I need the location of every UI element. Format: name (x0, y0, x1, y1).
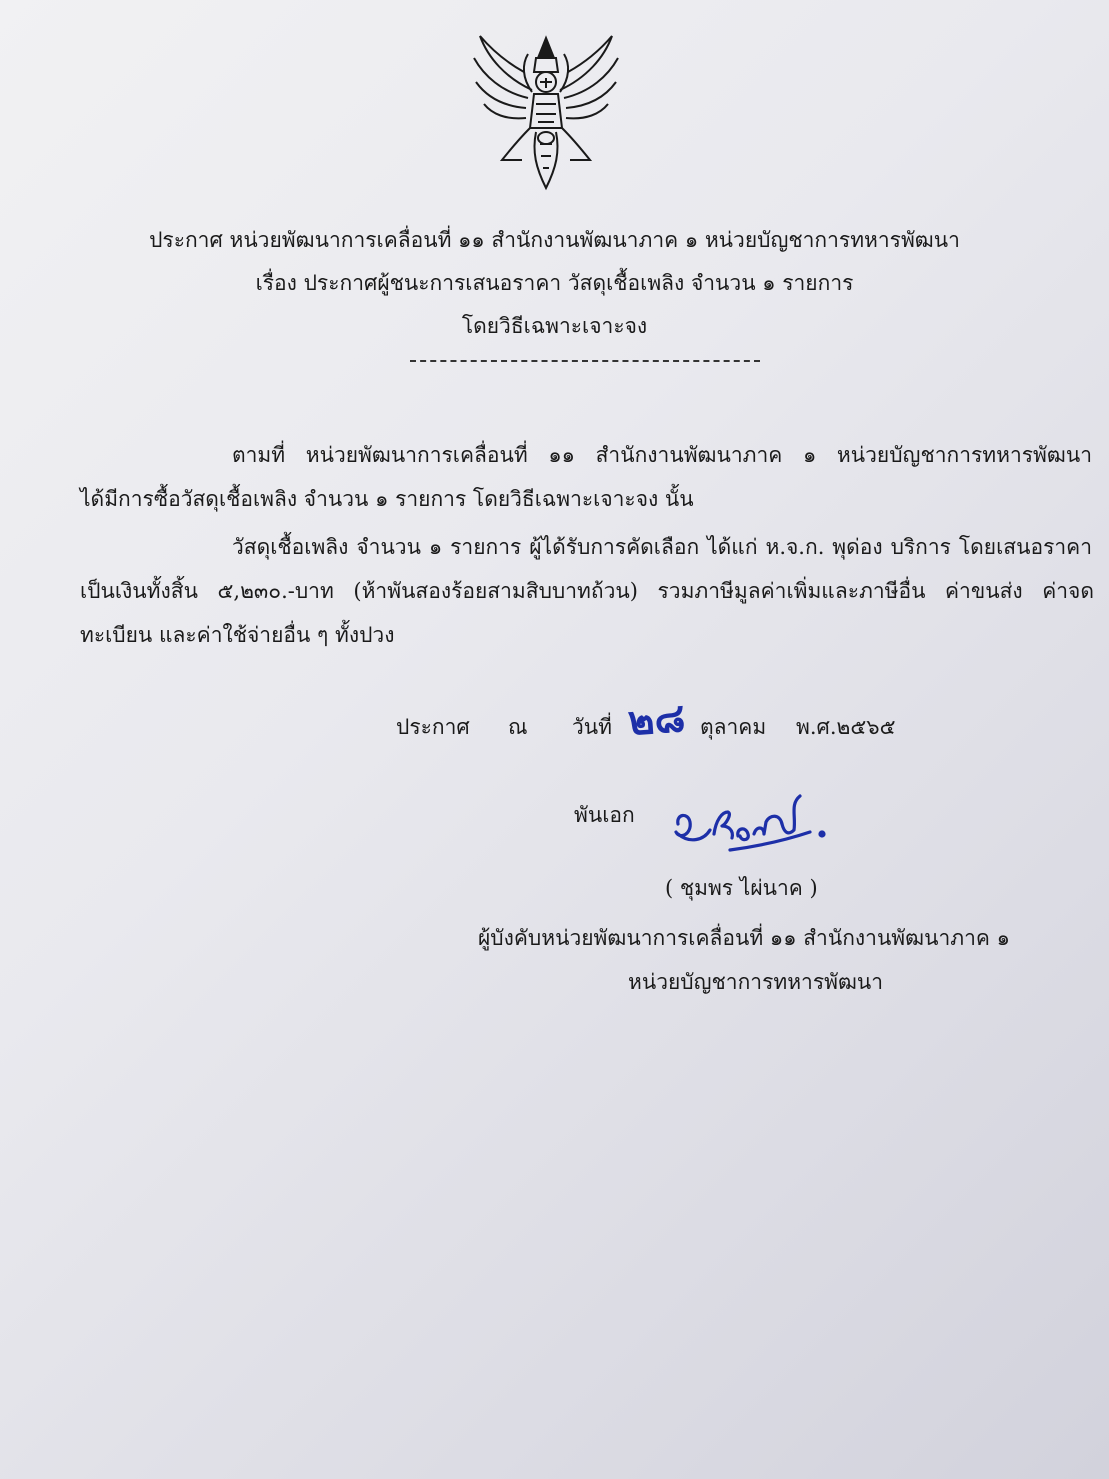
at-label: ณ (508, 715, 528, 739)
header-line-1: ประกาศ หน่วยพัฒนาการเคลื่อนที่ ๑๑ สำนักงานพัฒนาภาค ๑ หน่วยบัญชาการทหารพัฒนา (149, 228, 960, 252)
header-line-2: เรื่อง ประกาศผู้ชนะการเสนอราคา วัสดุเชื้อเพลิง จำนวน ๑ รายการ (255, 271, 854, 295)
para2-line-3: ทะเบียน และค่าใช้จ่ายอื่น ๆ ทั้งปวง (80, 623, 395, 647)
header-divider (410, 360, 760, 362)
signature-image (670, 790, 840, 860)
garuda-emblem-icon (466, 28, 626, 196)
rank-label: พันเอก (574, 803, 635, 827)
para1-line-1: ตามที่ หน่วยพัฒนาการเคลื่อนที่ ๑๑ สำนักงานพัฒนาภาค ๑ หน่วยบัญชาการทหารพัฒนา (232, 443, 1092, 467)
para1-line-2: ได้มีการซื้อวัสดุเชื้อเพลิง จำนวน ๑ รายการ โดยวิธีเฉพาะเจาะจง นั้น (80, 487, 694, 511)
announced-label: ประกาศ (396, 715, 470, 739)
day-label: วันที่ (572, 715, 612, 739)
year-label: พ.ศ.๒๕๖๕ (796, 715, 896, 739)
signatory-position-line-2: หน่วยบัญชาการทหารพัฒนา (628, 970, 884, 994)
month-label: ตุลาคม (700, 715, 767, 739)
signatory-position-line-1: ผู้บังคับหน่วยพัฒนาการเคลื่อนที่ ๑๑ สำนักงานพัฒนาภาค ๑ (478, 926, 1010, 950)
para2-line-1: วัสดุเชื้อเพลิง จำนวน ๑ รายการ ผู้ได้รับการคัดเลือก ได้แก่ ห.จ.ก. พุด่อง บริการ โดยเสนอราคา (232, 535, 1092, 559)
header-line-3: โดยวิธีเฉพาะเจาะจง (461, 314, 648, 338)
para2-line-2: เป็นเงินทั้งสิ้น ๕,๒๓๐.-บาท (ห้าพันสองร้อยสามสิบบาทถ้วน) รวมภาษีมูลค่าเพิ่มและภาษีอื่น ค่าขนส่ง ค่าจด (80, 579, 1094, 603)
signatory-name: ( ชุมพร ไผ่นาค ) (665, 876, 818, 900)
handwritten-day: ๒๘ (626, 695, 687, 745)
